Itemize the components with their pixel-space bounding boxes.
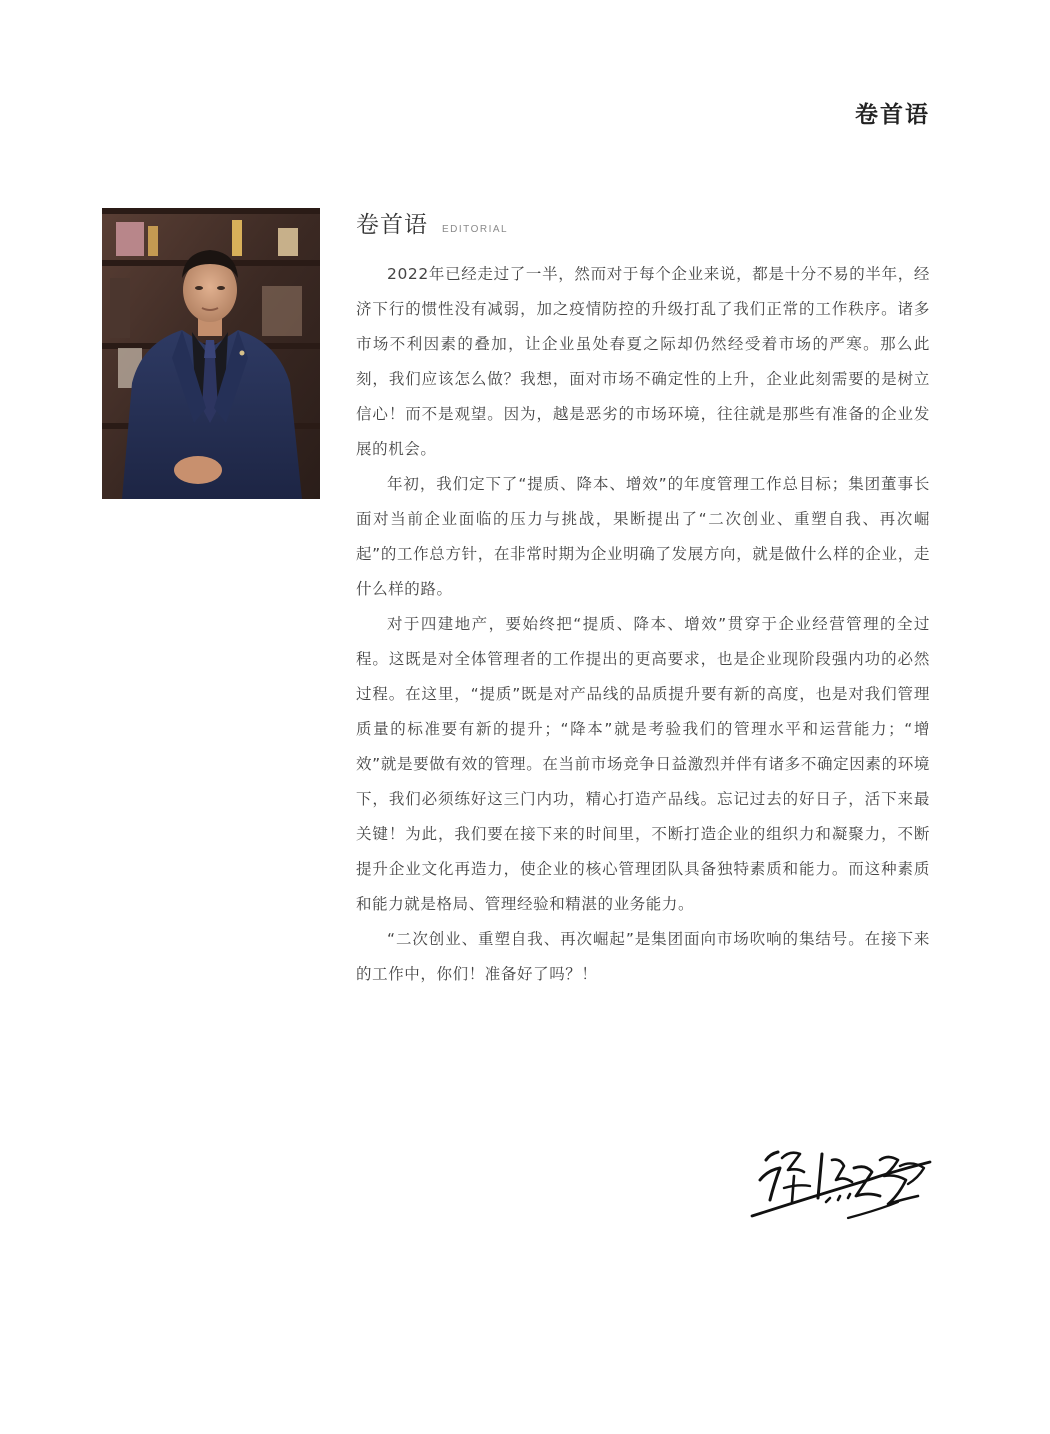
paragraph: 2022年已经走过了一半，然而对于每个企业来说，都是十分不易的半年，经济下行的惯性没有减弱，加之疫情防控的升级打乱了我们正常的工作秩序。诸多市场不利因素的叠加，让企业虽处春夏之际却仍然经受着市场的严寒。那么此刻，我们应该怎么做？我想，面对市场不确定性的上升，企业此刻需要的是树立信心！而不是观望。因为，越是恶劣的市场环境，往往就是那些有准备的企业发展的机会。 [356, 265, 930, 458]
section-title: 卷首语 [356, 212, 428, 238]
section-subtitle: EDITORIAL [442, 224, 509, 235]
paragraph: 对于四建地产，要始终把“提质、降本、增效”贯穿于企业经营管理的全过程。这既是对全体管理者的工作提出的更高要求，也是企业现阶段强内功的必然过程。在这里，“提质”既是对产品线的品质提升要有新的高度，也是对我们管理质量的标准要有新的提升；“降本”就是考验我们的管理水平和运营能力；“增效”就是要做有效的管理。在当前市场竞争日益激烈并伴有诸多不确定因素的环境下，我们必须练好这三门内功，精心打造产品线。忘记过去的好日子，活下来最关键！为此，我们要在接下来的时间里，不断打造企业的组织力和凝聚力，不断提升企业文化再造力，使企业的核心管理团队具备独特素质和能力。而这种素质和能力就是格局、管理经验和精湛的业务能力。 [356, 615, 930, 913]
paragraph: “二次创业、重塑自我、再次崛起”是集团面向市场吹响的集结号。在接下来的工作中，你们！准备好了吗？！ [356, 930, 930, 983]
page-header-title: 卷首语 [855, 102, 930, 128]
portrait-photo [102, 208, 320, 499]
section-heading [356, 206, 930, 239]
paragraph: 年初，我们定下了“提质、降本、增效”的年度管理工作总目标；集团董事长面对当前企业面临的压力与挑战，果断提出了“二次创业、重塑自我、再次崛起”的工作总方针，在非常时期为企业明确了发展方向，就是做什么样的企业，走什么样的路。 [356, 475, 930, 598]
handwritten-signature [748, 1140, 938, 1230]
editorial-article [356, 206, 930, 992]
